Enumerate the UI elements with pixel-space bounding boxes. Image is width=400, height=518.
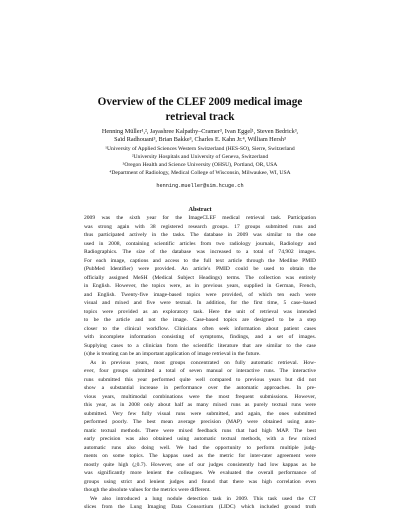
abstract-line: and English. Twenty-five image-based topics were provided, of which ten each were xyxy=(84,291,316,298)
abstract-line: officially assigned MeSH (Medical Subject Headings) terms. The collection was entirely xyxy=(84,274,316,281)
abstract-line: groups using strict and lenient judges and found that there was high correlation even xyxy=(84,478,316,485)
abstract-line: Radiographics. The size of the database was increased to a total of 74,902 images. xyxy=(84,249,316,255)
author-line: Saïd Radhouani³, Brian Bakke³, Charles E. Kahn Jr.⁴, William Hersh³ xyxy=(114,136,286,144)
abstract-line: to be the article and not the image. Case-based topics are designed to be a step xyxy=(84,317,316,323)
abstract-line: show a substantial increase in performance over the automatic approaches. In pre- xyxy=(84,385,316,391)
abstract-line: early precision was also obtained using automatic textual methods, with a few mixed xyxy=(84,436,316,442)
affiliation: ⁴Department of Radiology, Medical College of Wisconsin, Milwaukee, WI, USA xyxy=(109,170,291,177)
title-line: retrieval track xyxy=(165,111,235,123)
abstract-line: visual and mixed and five were textual. In addition, for the first time, 5 case–based xyxy=(84,300,316,306)
author-line: Henning Müller¹,², Jayashree Kalpathy–Cramer³, Ivan Eggel¹, Steven Bedrick³, xyxy=(101,128,299,135)
abstract-line: submitted. Very few fully visual runs were submitted, and again, the ones submitted xyxy=(84,410,316,417)
abstract-line: We also introduced a lung nodule detection task in 2009. This task used the CT xyxy=(90,495,316,502)
abstract-line: closer to the clinical workflow. Clinicians often seek information about patient cases xyxy=(84,325,316,332)
abstract-line: was significantly more lenient the colleagues. We evaluated the overall performance of xyxy=(84,470,316,476)
paper-title xyxy=(0,95,400,125)
abstract-line: thus participated actively in the tasks. The database in 2009 was similar to the one xyxy=(84,232,316,238)
abstract-line: topics were provided as an exploratory task. Here the unit of retrieval was intended xyxy=(84,308,316,315)
abstract-line: matic textual methods. There were mixed feedback runs that had high MAP. The best xyxy=(84,427,316,434)
abstract-line: Supplying cases to a clinician from the scientific literature that are similar to the case xyxy=(84,342,316,349)
abstract-line: (s)he is treating can be an important application of image retrieval in the future. xyxy=(84,351,261,357)
abstract-line: (PubMed Identifier) were provided. An article's PMID could be used to obtain the xyxy=(84,266,316,272)
abstract-line: automatic runs also doing well. We had the opportunity to perform multiple judg- xyxy=(84,444,316,451)
abstract-paragraph-2 xyxy=(84,359,316,495)
abstract-paragraph-1 xyxy=(84,214,316,359)
abstract-paragraph-3 xyxy=(84,495,316,512)
abstract-line: mostly quite high (¿0.7). However, one of our judges consistently had low kappas as he xyxy=(84,461,316,468)
abstract-line: ever, four groups submitted a total of seven manual or interactive runs. The interactive xyxy=(84,368,316,374)
abstract-line: this year, as in 2008 only about half as many mixed runs as purely textual runs were xyxy=(84,402,316,408)
contact-email: henning.mueller@sim.hcuge.ch xyxy=(156,183,244,189)
affiliation-list xyxy=(0,145,400,177)
abstract-line: in English. However, the topics were, as in previous years, supplied in German, French, xyxy=(84,283,316,289)
abstract-line: used in 2008, containing scientific articles from two radiology journals, Radiology and xyxy=(84,240,316,247)
affiliation: ³Oregon Health and Science University (OHSU), Portland, OR, USA xyxy=(122,162,278,169)
title-line: Overview of the CLEF 2009 medical image xyxy=(97,96,303,108)
abstract-line: with incomplete information consisting of symptoms, findings, and a set of images. xyxy=(84,334,316,340)
abstract-line: For each image, captions and access to the full text article through the Medline PMID xyxy=(84,257,316,264)
abstract-line: though the absolute values for the metrics were different. xyxy=(84,487,211,493)
abstract-line: ments on some topics. The kappas used as the metric for inter-rater agreement were xyxy=(84,453,316,459)
abstract-line: slices from the Lung Imaging Data Consortium (LIDC) which included ground truth xyxy=(84,504,316,510)
abstract-heading: Abstract xyxy=(188,206,212,213)
author-list xyxy=(0,128,400,145)
affiliation: ²University Hospitals and University of Geneva, Switzerland xyxy=(131,154,269,161)
abstract-line: was strong again with 38 registered research groups. 17 groups submitted runs and xyxy=(84,223,316,230)
affiliation: ¹University of Applied Sciences Western Switzerland (HES-SO), Sierre, Switzerland xyxy=(105,146,295,152)
abstract-line: 2009 was the sixth year for the ImageCLEF medical retrieval task. Participation xyxy=(84,215,316,221)
abstract-line: runs submitted this year performed quite well compared to previous years but did not xyxy=(84,376,316,383)
abstract-line: performed poorly. The best mean average precision (MAP) were obtained using auto- xyxy=(84,419,316,425)
abstract-line: As in previous years, most groups concentrated on fully automatic retrieval. How- xyxy=(90,359,316,366)
abstract-line: vious years, multimodal combinations were the most frequent submissions. However, xyxy=(84,393,316,400)
abstract-body xyxy=(84,214,316,512)
